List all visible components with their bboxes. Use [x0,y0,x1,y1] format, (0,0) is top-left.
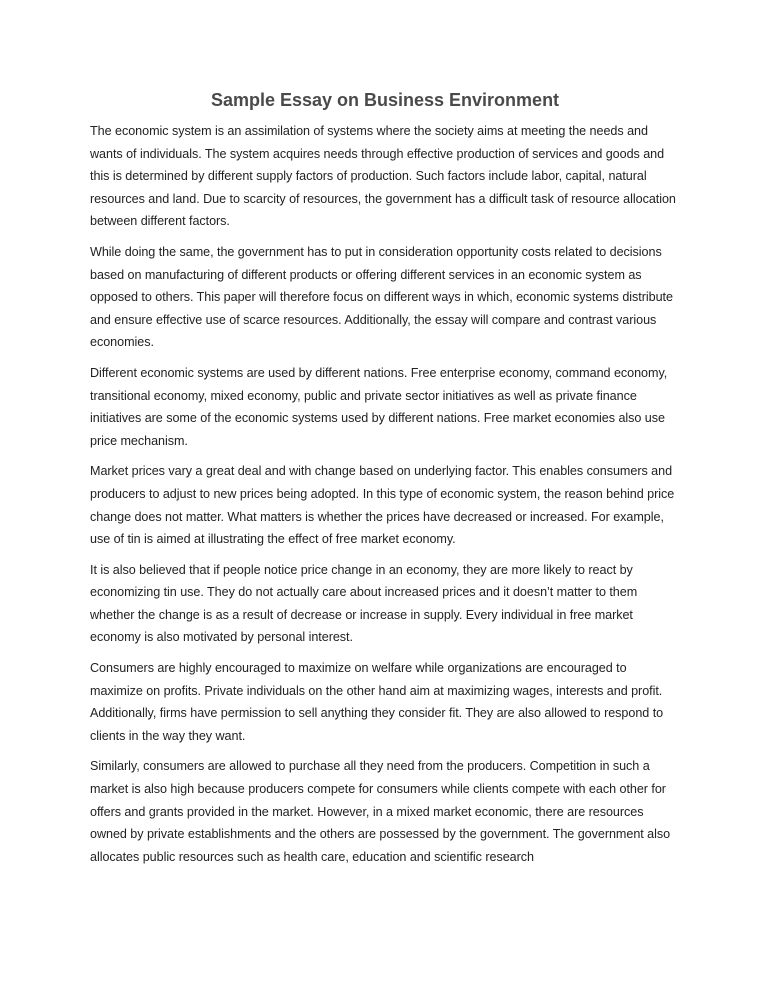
paragraph-3: Different economic systems are used by different nations. Free enterprise economy, command economy, transitional economy, mixed economy, public and private sector initiatives as well as private finance initiatives are some of the economic systems used by different nations. Free market economies also use price mechanism. [90,365,668,448]
paragraph-5: It is also believed that if people notice price change in an economy, they are more likely to react by economizing tin use. They do not actually care about increased prices and it doesn’t matter to them whether the change is as a result of decrease or increase in supply. Every individual in free market economy is also motivated by personal interest. [90,562,638,645]
paragraph-1: The economic system is an assimilation of systems where the society aims at meeting the needs and wants of individuals. The system acquires needs through effective production of services and goods and this is determined by different supply factors of production. Such factors include labor, capital, natural resources and land. Due to scarcity of resources, the government has a difficult task of resource allocation between different factors. [90,124,676,229]
paragraph-4: Market prices vary a great deal and with change based on underlying factor. This enables consumers and producers to adjust to new prices being adopted. In this type of economic system, the reason behind price change does not matter. What matters is whether the prices have decreased or increased. For example, use of tin is aimed at illustrating the effect of free market economy. [90,464,675,547]
paragraph-6: Consumers are highly encouraged to maximize on welfare while organizations are encouraged to maximize on profits. Private individuals on the other hand aim at maximizing wages, interests and profit. Additionally, firms have permission to sell anything they consider fit. They are also allowed to respond to clients in the way they want. [90,661,664,743]
paragraph-7: Similarly, consumers are allowed to purchase all they need from the producers. Competition in such a market is also high because producers compete for consumers while clients compete with each other for offers and grants provided in the market. However, in a mixed market economic, there are resources owned by private establishments and the others are possessed by the government. The government also allocates public resources such as health care, education and scientific research [90,759,671,864]
paragraph-2: While doing the same, the government has to put in consideration opportunity costs related to decisions based on manufacturing of different products or offering different services in an economic system as opposed to others. This paper will therefore focus on different ways in which, economic systems distribute and ensure effective use of scarce resources. Additionally, the essay will compare and contrast various economies. [90,244,673,350]
document-title: Sample Essay on Business Environment [210,90,560,110]
